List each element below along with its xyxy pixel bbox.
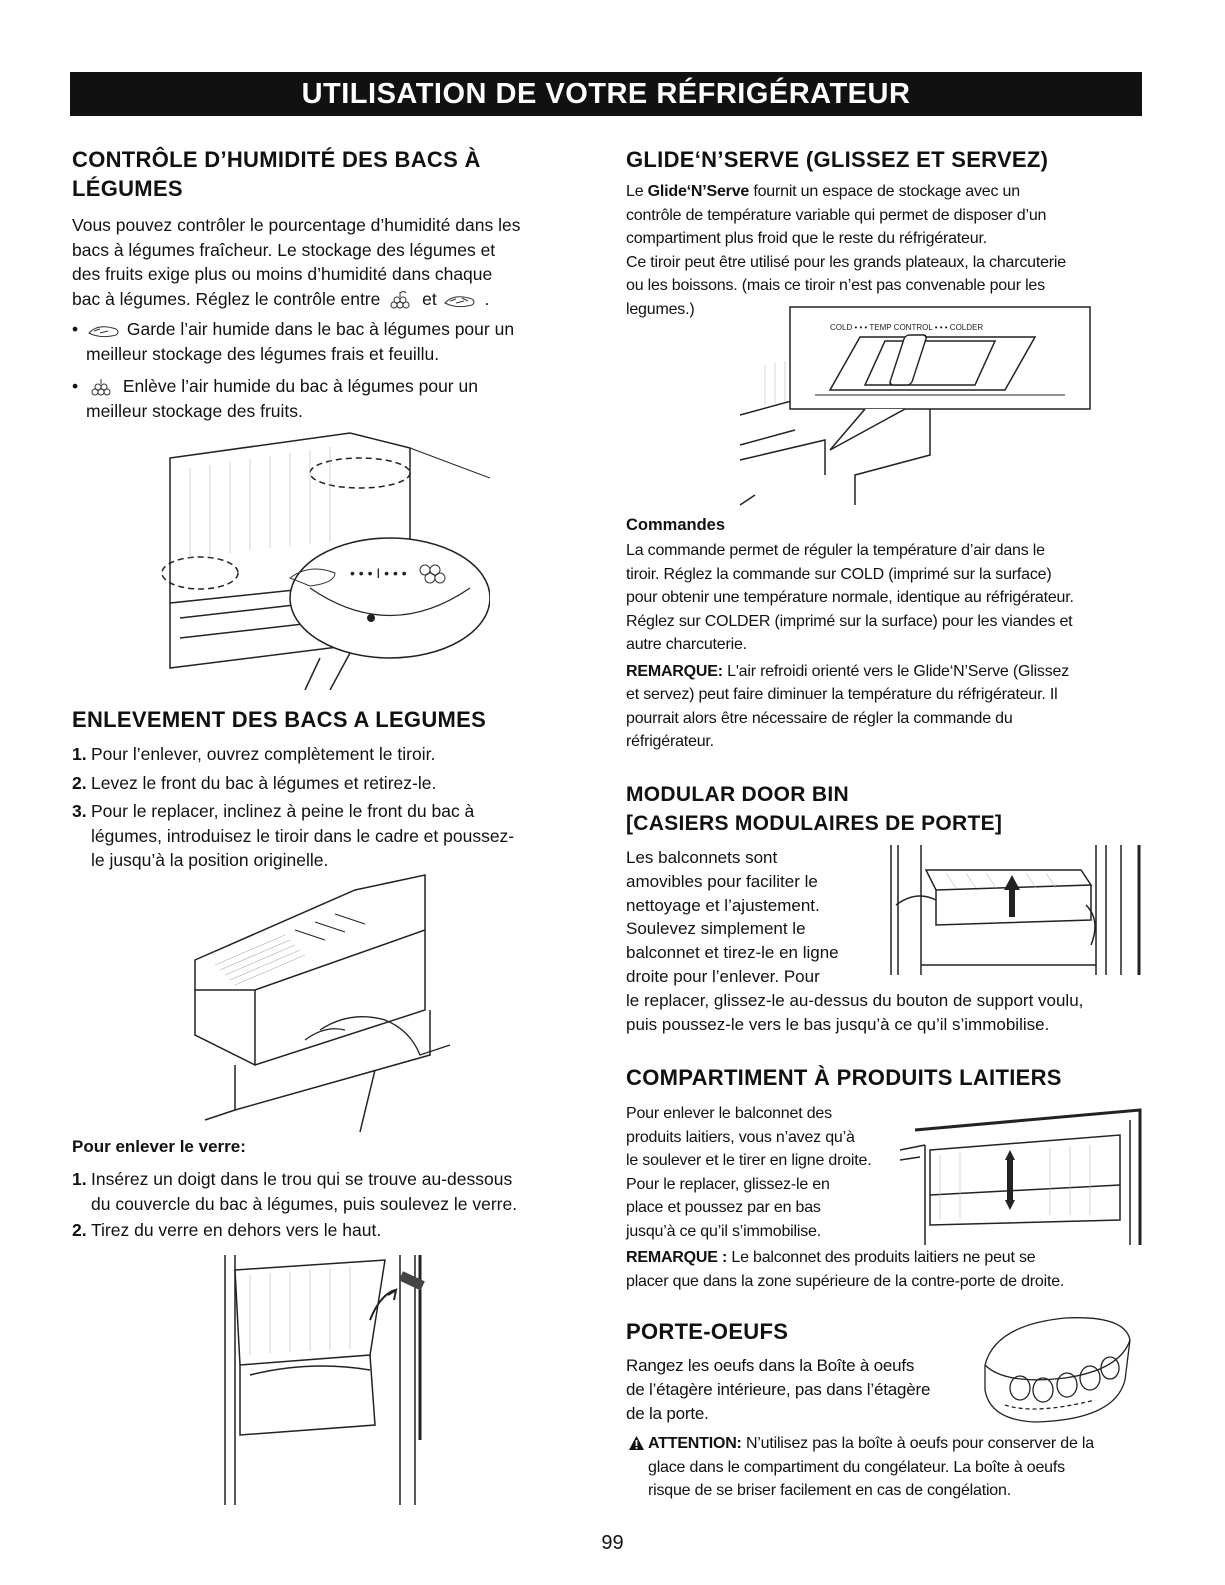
eggs-text: de l’étagère intérieure, pas dans l’étagère [626,1380,931,1399]
glide-text: legumes.) [626,300,695,318]
glide-text: Le Glide‘N’Serve fournit un espace de stockage avec un [626,183,1020,200]
glass-section [72,1135,592,1243]
glide-text: ou les boissons. (mais ce tiroir n’est pas convenable pour les [626,277,1045,294]
fruit-icon [385,289,417,311]
glass-removal-illustration [210,1255,435,1505]
commandes-text: Réglez sur COLDER (imprimé sur la surface) pour les viandes et [626,612,1073,630]
list-item: 3. Pour le replacer, inclinez à peine le front du bac à légumes, introduisez le tiroir dans le cadre et poussez- le jusqu’à la position originelle. [72,801,515,870]
crisper-humidity-illustration [160,428,490,690]
glide-text: contrôle de température variable qui permet de disposer d’un [626,206,1047,224]
glass-title: Pour enlever le verre: [72,1137,246,1156]
commandes-text: La commande permet de réguler la température d’air dans le [626,542,1045,559]
dairy-text: jusqu’à ce qu’il s’immobilise. [626,1222,821,1240]
commandes-note: pourrait alors être nécessaire de régler la commande du [626,709,1013,727]
modular-text: Soulevez simplement le [626,919,806,939]
dairy-text: le soulever et le tirer en ligne droite. [626,1152,872,1169]
commandes-text: pour obtenir une température normale, identique au réfrigérateur. [626,589,1074,606]
humidity-intro: bac à légumes. Réglez le contrôle entre et . [72,287,592,312]
warning-icon [628,1435,645,1451]
dairy-text: produits laitiers, vous n’avez qu’à [626,1128,855,1146]
modular-text: puis poussez-le vers le bas jusqu’à ce qu’il s’immobilise. [626,1014,1050,1034]
glide-title: GLIDE‘N’SERVE (GLISSEZ ET SERVEZ) [626,147,1049,172]
modular-title-line2: [CASIERS MODULAIRES DE PORTE] [626,812,1003,835]
modular-text: le replacer, glissez-le au-dessus du bouton de support voulu, [626,990,1084,1010]
removal-section [72,705,592,873]
humidity-bullet: • Enlève l’air humide du bac à légumes pour un meilleur stockage des fruits. [72,376,478,421]
temp-control-label: COLD • • • TEMP CONTROL • • • COLDER [830,323,984,332]
fruit-icon [86,376,118,398]
commandes-note: REMARQUE: L'air refroidi orienté vers le Glide‘N’Serve (Glissez [626,662,1070,680]
list-item: 2. Tirez du verre en dehors vers le haut. [72,1220,382,1240]
commandes-text: autre charcuterie. [626,636,747,653]
eggs-text: de la porte. [626,1404,709,1423]
eggs-warning: ATTENTION: N’utilisez pas la boîte à oeufs pour conserver de la glace dans le compartiment du congélateur. La boîte à oeufs risque de se briser facilement en cas de congélation. [626,1432,1146,1503]
vegetable-icon [442,289,480,311]
modular-text: amovibles pour faciliter le [626,871,818,891]
page-number: 99 [601,1532,624,1554]
glide-section [626,145,1146,321]
glide-control-illustration [735,305,1095,510]
removal-title: ENLEVEMENT DES BACS A LEGUMES [72,707,487,732]
page-banner: UTILISATION DE VOTRE RÉFRIGÉRATEUR [70,72,1142,116]
commandes-section [626,513,1146,754]
dairy-note: placer que dans la zone supérieure de la contre-porte de droite. [626,1272,1065,1290]
drawer-removal-illustration [175,870,470,1132]
modular-text: Les balconnets sont [626,848,778,867]
list-item: 1. Insérez un doigt dans le trou qui se trouve au-dessous du couvercle du bac à légumes, puis soulevez le verre. [72,1169,518,1214]
dairy-note: REMARQUE : Le balconnet des produits laitiers ne peut se [626,1249,1036,1266]
humidity-bullet: • Garde l’air humide dans le bac à légumes pour un meilleur stockage des légumes frais et feuillu. [72,319,515,364]
modular-text: droite pour l’enlever. Pour [626,966,820,986]
humidity-intro: bacs à légumes fraîcheur. Le stockage des légumes et [72,239,496,260]
glide-text: compartiment plus froid que le reste du réfrigérateur. [626,230,987,247]
commandes-title: Commandes [626,516,726,534]
humidity-intro: des fruits exige plus ou moins d’humidité dans chaque [72,264,493,284]
dairy-text: Pour le replacer, glissez-le en [626,1175,830,1193]
removal-steps [72,742,592,873]
vegetable-icon [86,319,122,341]
modular-text: nettoyage et l’ajustement. [626,895,820,915]
eggs-title: PORTE-OEUFS [626,1319,789,1344]
dairy-compartment-illustration [900,1105,1145,1245]
modular-text: balconnet et tirez-le en ligne [626,943,839,963]
modular-title: MODULAR DOOR BIN [626,783,849,806]
list-item: 2. Levez le front du bac à légumes et retirez-le. [72,772,437,793]
door-bin-illustration [886,845,1144,975]
humidity-title: CONTRÔLE D’HUMIDITÉ DES BACS À [72,147,481,172]
svg-text:• • • I • • •: • • • I • • • [350,565,407,581]
dairy-title: COMPARTIMENT À PRODUITS LAITIERS [626,1065,1062,1090]
list-item: 1. Pour l’enlever, ouvrez complètement le tiroir. [72,744,436,764]
dairy-text: Pour enlever le balconnet des [626,1105,832,1122]
commandes-note: réfrigérateur. [626,733,714,750]
eggs-text: Rangez les oeufs dans la Boîte à oeufs [626,1356,915,1375]
humidity-title-line2: LÉGUMES [72,176,183,201]
glide-text: Ce tiroir peut être utilisé pour les grands plateaux, la charcuterie [626,253,1066,271]
commandes-text: tiroir. Réglez la commande sur COLD (imprimé sur la surface) [626,565,1052,583]
humidity-section [72,145,592,423]
commandes-note: et servez) peut faire diminuer la température du réfrigérateur. Il [626,686,1058,703]
humidity-intro: Vous pouvez contrôler le pourcentage d’humidité dans les [72,215,521,235]
glass-steps [72,1167,592,1243]
egg-tray-illustration [975,1310,1135,1428]
dairy-text: place et poussez par en bas [626,1199,821,1216]
